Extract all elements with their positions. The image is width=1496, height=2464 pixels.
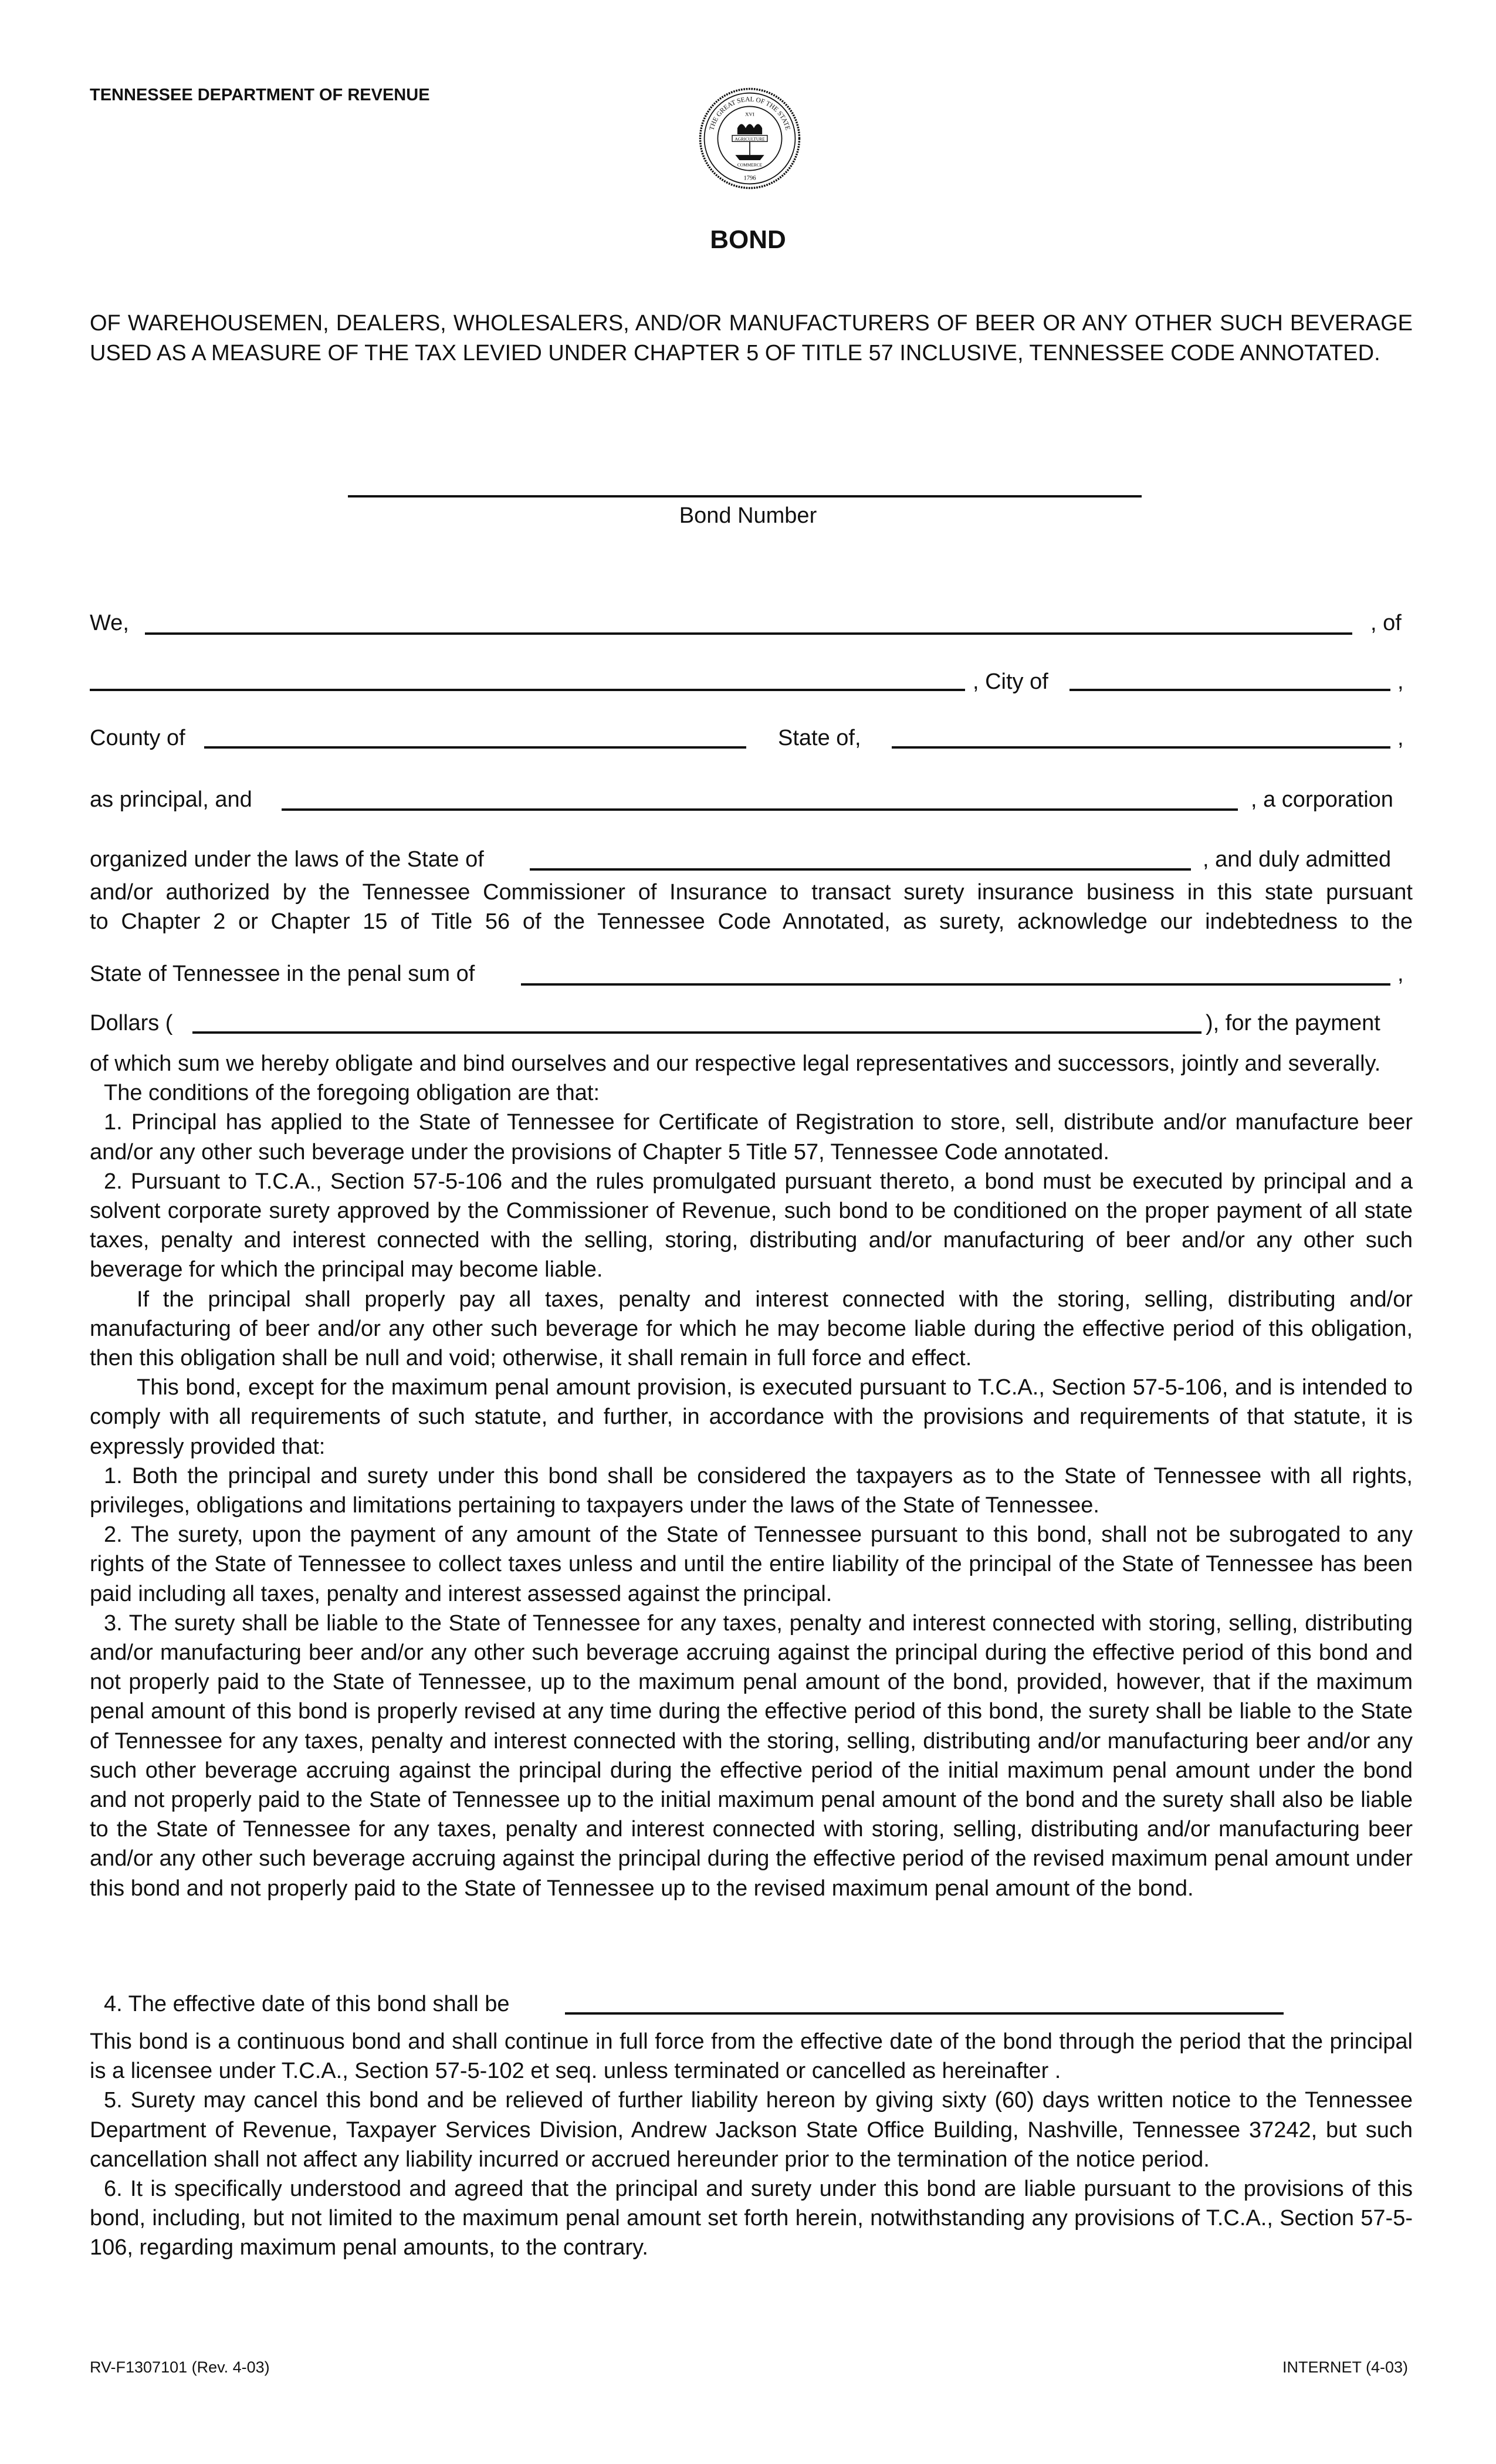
dollars-field[interactable] [192,1008,1201,1034]
comma-text: , [1397,726,1404,750]
conditions-body [90,1049,1413,1903]
statute-paragraph: This bond, except for the maximum penal amount provision, is executed pursuant to T.C.A., Section 57-5-106, and is intended to comply with all requirements of such statute, and further, in accordance with the provisions and requirements of that statute, it is expressly provided that: [90,1375,1413,1459]
state-field[interactable] [892,723,1390,749]
authorized-line-1: and/or authorized by the Tennessee Commissioner of Insurance to transact surety insurance business in this state pursuant [90,880,1413,905]
we-label: We, [90,611,129,635]
organized-label: organized under the laws of the State of [90,847,484,872]
provision-3: 3. The surety shall be liable to the State of Tennessee for any taxes, penalty and interest connected with storing, selling, distributing and/or manufacturing beer and/or any other such beverage accruing against the principal during the effective period of this bond and not properly paid to the State of Tennessee, up to the maximum penal amount of the bond, provided, however, that if the maximum penal amount of this bond is properly revised at any time during the effective period of this bond, the surety shall be liable to the State of Tennessee for any taxes, penalty and interest connected with the storing, selling, distributing and/or manufacturing beer and/or any such other beverage accruing against the principal during the effective period of the initial maximum penal amount under the bond and not properly paid to the State of Tennessee up to the initial maximum penal amount of the bond and the surety shall also be liable to the State of Tennessee for any taxes, penalty and interest connected with storing, selling, distributing and/or manufacturing beer and/or any other such beverage accruing against the principal during the effective period of the revised maximum penal amount under this bond and not properly paid to the State of Tennessee up to the revised maximum penal amount of the bond. [90,1610,1413,1901]
principal-name-field[interactable] [145,609,1352,635]
authorized-line-2: to Chapter 2 or Chapter 15 of Title 56 of the Tennessee Code Annotated, as surety, acknowledge our indebtedness to the [90,909,1413,934]
department-name: TENNESSEE DEPARTMENT OF REVENUE [90,86,430,104]
provision-1: 1. Both the principal and surety under this bond shall be considered the taxpayers as to the State of Tennessee with all rights, privileges, obligations and limitations pertaining to taxpayers under the laws of the State of Tennessee. [90,1463,1413,1518]
county-field[interactable] [204,723,746,749]
comma-text: , [1397,962,1404,986]
obligation-paragraph: of which sum we hereby obligate and bind ourselves and our respective legal representatives and successors, jointly and severally. [90,1051,1381,1076]
svg-text:XVI: XVI [745,111,754,117]
penal-sum-label: State of Tennessee in the penal sum of [90,962,475,986]
state-label: State of, [778,726,861,750]
comma-text: , [1397,669,1404,694]
of-label: , of [1370,611,1402,635]
organized-state-field[interactable] [530,845,1191,871]
surety-name-field[interactable] [282,785,1238,811]
document-title: BOND [710,225,786,254]
bond-number-field[interactable] [348,472,1142,497]
state-seal-icon [698,87,801,190]
document-subtitle: OF WAREHOUSEMEN, DEALERS, WHOLESALERS, AND/OR MANUFACTURERS OF BEER OR ANY OTHER SUCH BEVERAGE USED AS A MEASURE OF THE TAX LEVIED UNDER CHAPTER 5 OF TITLE 57 INCLUSIVE, TENNESSEE CODE ANNOTATED. [90,311,1413,365]
county-label: County of [90,726,185,750]
dollars-label: Dollars ( [90,1011,173,1035]
continuation-body [90,2027,1413,2263]
effective-date-field[interactable] [565,1989,1284,2015]
svg-text:THE GREAT SEAL OF THE STATE: THE GREAT SEAL OF THE STATE [708,96,791,131]
corporation-label: , a corporation [1251,787,1393,812]
address-field[interactable] [90,665,965,691]
city-label: , City of [973,669,1048,694]
provision-6: 6. It is specifically understood and agreed that the principal and surety under this bond are liable pursuant to the provisions of this bond, including, but not limited to the maximum penal amount set forth herein, notwithstanding any provisions of T.C.A., Section 57-5-106, regarding maximum penal amounts, to the contrary. [90,2177,1413,2260]
penal-sum-field[interactable] [521,960,1390,986]
duly-admitted-label: , and duly admitted [1203,847,1392,872]
svg-text:AGRICULTURE: AGRICULTURE [735,136,765,142]
svg-text:COMMERCE: COMMERCE [737,162,763,168]
payment-label: ), for the payment [1206,1011,1380,1035]
condition-1: 1. Principal has applied to the State of Tennessee for Certificate of Registration to store, sell, distribute and/or manufacture beer and/or any other such beverage under the provisions of Chapter 5 Title 57, Tennessee Code annotated. [90,1110,1413,1165]
bond-number-label: Bond Number [679,503,817,528]
continuous-bond-paragraph: This bond is a continuous bond and shall continue in full force from the effective date of the bond through the period that the principal is a licensee under T.C.A., Section 57-5-102 et seq. unless terminated or cancelled as hereinafter . [90,2029,1413,2084]
svg-text:1796: 1796 [743,175,756,182]
condition-payment: If the principal shall properly pay all taxes, penalty and interest connected with the storing, selling, distributing and/or manufacturing of beer and/or any other such beverage for which he may become liable during the effective period of this obligation, then this obligation shall be null and void; otherwise, it shall remain in full force and effect. [90,1287,1413,1371]
provision-5: 5. Surety may cancel this bond and be relieved of further liability hereon by giving sixty (60) days written notice to the Tennessee Department of Revenue, Taxpayer Services Division, Andrew Jackson State Office Building, Nashville, Tennessee 37242, but such cancellation shall not affect any liability incurred or accrued hereunder prior to the termination of the notice period. [90,2088,1413,2172]
as-principal-label: as principal, and [90,787,252,812]
form-number: RV-F1307101 (Rev. 4-03) [90,2358,270,2376]
condition-2: 2. Pursuant to T.C.A., Section 57-5-106 and the rules promulgated pursuant thereto, a bond must be executed by principal and a solvent corporate surety approved by the Commissioner of Revenue, such bond to be conditioned on the proper payment of all state taxes, penalty and interest connected with the selling, storing, distributing and/or manufacturing of beer and/or any other such beverage for which the principal may become liable. [90,1169,1413,1282]
provision-2: 2. The surety, upon the payment of any amount of the State of Tennessee pursuant to this bond, shall not be subrogated to any rights of the State of Tennessee to collect taxes unless and until the entire liability of the principal of the State of Tennessee has been paid including all taxes, penalty and interest assessed against the principal. [90,1522,1413,1606]
conditions-intro: The conditions of the foregoing obligation are that: [104,1081,600,1106]
city-field[interactable] [1069,665,1390,691]
effective-date-label: 4. The effective date of this bond shall be [104,1992,510,2016]
edition-label: INTERNET (4-03) [1282,2358,1408,2376]
